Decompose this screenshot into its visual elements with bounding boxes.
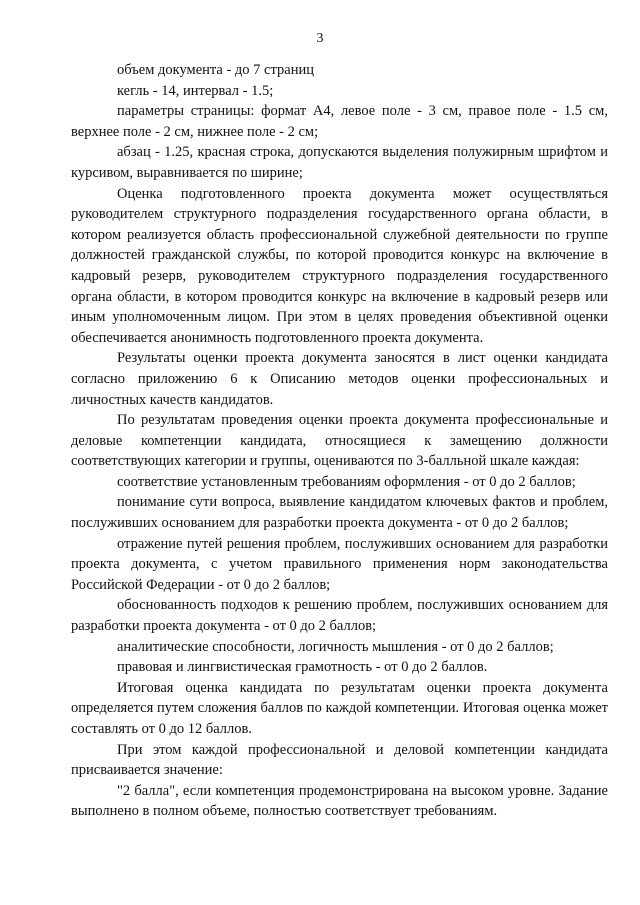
paragraph: правовая и лингвистическая грамотность - от 0 до 2 баллов. bbox=[117, 659, 488, 676]
paragraph: обоснованность подходов к решению проблем, послуживших основанием для разработки проекта документа - от 0 до 2 баллов; bbox=[71, 597, 608, 635]
paragraph: кегль - 14, интервал - 1.5; bbox=[117, 82, 274, 99]
paragraph: объем документа - до 7 страниц bbox=[117, 62, 314, 78]
paragraph: параметры страницы: формат А4, левое поле - 3 см, правое поле - 1.5 см, верхнее поле - 2 см, нижнее поле - 2 см; bbox=[71, 103, 608, 140]
paragraph: аналитические способности, логичность мышления - от 0 до 2 баллов; bbox=[117, 638, 554, 655]
page-number: 3 bbox=[316, 31, 324, 46]
paragraph: понимание сути вопроса, выявление кандидатом ключевых фактов и проблем, послуживших основанием для разработки проекта документа - от 0 до 2 баллов; bbox=[71, 494, 608, 532]
paragraph: отражение путей решения проблем, послуживших основанием для разработки проекта документа, с учетом правильного применения норм законодательства Российской Федерации - от 0 до 2 баллов; bbox=[71, 535, 608, 593]
paragraph: При этом каждой профессиональной и деловой компетенции кандидата присваивается значение: bbox=[71, 741, 608, 779]
paragraph: соответствие установленным требованиям оформления - от 0 до 2 баллов; bbox=[117, 473, 576, 490]
paragraph: абзац - 1.25, красная строка, допускаются выделения полужирным шрифтом и курсивом, выравнивается по ширине; bbox=[71, 144, 608, 181]
document-body bbox=[71, 60, 608, 822]
paragraph: По результатам проведения оценки проекта документа профессиональные и деловые компетенции кандидата, относящиеся к замещению должности соответствующих категории и группы, оцениваются по 3-балльной шкале каждая: bbox=[71, 412, 608, 470]
paragraph: Результаты оценки проекта документа заносятся в лист оценки кандидата согласно приложению 6 к Описанию методов оценки профессиональных и личностных качеств кандидатов. bbox=[71, 350, 608, 408]
paragraph: Оценка подготовленного проекта документа может осуществляться руководителем структурного подразделения государственного органа области, в котором реализуется область профессиональной служебной деятельности по группе должностей гражданской службы, по которой проводится конкурс на включение в кадровый резерв, руководителем структурного подразделения государственного органа области, в котором проводится конкурс на включение в кадровый резерв или иным уполномоченным лицом. При этом в целях проведения объективной оценки обеспечивается анонимность подготовленного проекта документа. bbox=[71, 185, 608, 346]
paragraph: "2 балла", если компетенция продемонстрирована на высоком уровне. Задание выполнено в полном объеме, полностью соответствует требованиям. bbox=[71, 782, 608, 820]
paragraph: Итоговая оценка кандидата по результатам оценки проекта документа определяется путем сложения баллов по каждой компетенции. Итоговая оценка может составлять от 0 до 12 баллов. bbox=[71, 679, 608, 737]
